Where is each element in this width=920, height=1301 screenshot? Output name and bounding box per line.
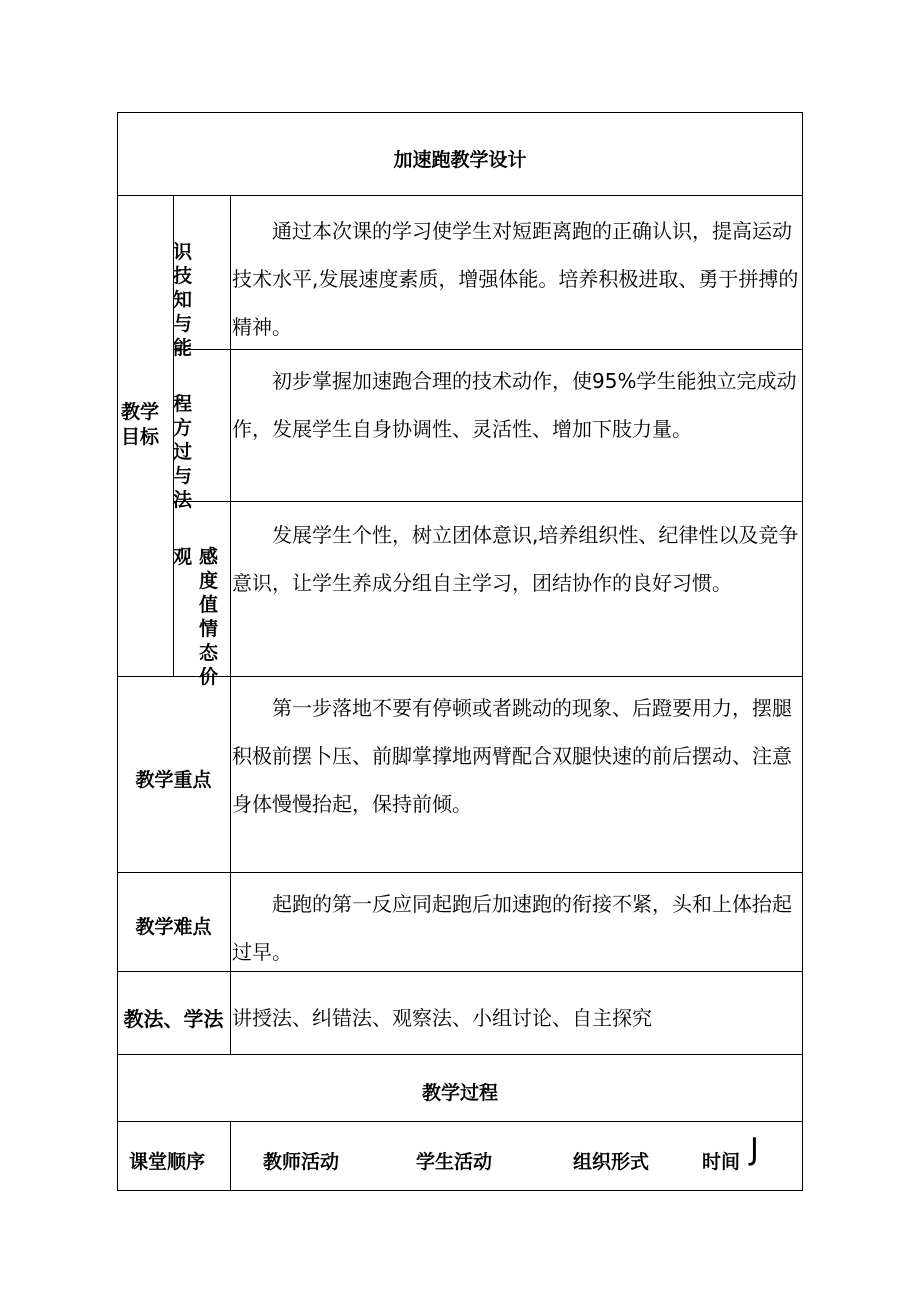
border-bottom	[117, 1190, 803, 1191]
time-mark: J	[750, 1132, 759, 1167]
header-teacher: 教师活动	[263, 1151, 340, 1173]
border-right	[802, 112, 803, 1191]
border-content-left	[230, 195, 231, 1055]
page-title: 加速跑教学设计	[393, 149, 527, 171]
header-time: 时间	[702, 1151, 741, 1173]
border-after-title	[117, 195, 803, 196]
methods-text: 讲授法、纠错法、观察法、小组讨论、自主探究	[232, 1006, 652, 1030]
emotion-sublabel-b: 感度值情态价	[199, 546, 219, 688]
header-order: 课堂顺序	[129, 1151, 206, 1173]
border-after-process	[173, 501, 803, 502]
border-after-keypoints	[117, 872, 803, 873]
border-top	[117, 112, 803, 113]
border-after-methods	[117, 1054, 803, 1055]
border-after-process-title	[117, 1121, 803, 1122]
objectives-label: 教学目标	[121, 401, 160, 448]
emotion-sublabel-a: 观	[173, 546, 193, 568]
methods-label: 教法、学法	[123, 1007, 224, 1031]
keypoints-label: 教学重点	[135, 769, 212, 791]
knowledge-sublabel: 识技知与能	[173, 241, 193, 359]
keypoints-text: 第一步落地不要有停顿或者跳动的现象、后蹬要用力，摆腿积极前摆卜压、前脚掌撑地两臂配合双腿快速的前后摆动、注意身体慢慢抬起，保持前倾。	[232, 696, 792, 816]
process-sublabel: 程方过与法	[173, 393, 193, 511]
emotion-text: 发展学生个性，树立团体意识,培养组织性、纪律性以及竞争意识，让学生养成分组自主学习，团结协作的良好习惯。	[232, 523, 799, 595]
header-organization: 组织形式	[573, 1151, 650, 1173]
knowledge-text: 通过本次课的学习使学生对短距离跑的正确认识，提高运动技术水平,发展速度素质，增强体能。培养积极进取、勇于拼搏的精神。	[232, 219, 799, 339]
header-student: 学生活动	[416, 1151, 493, 1173]
difficulties-text: 起跑的第一反应同起跑后加速跑的衔接不紧，头和上体抬起过早。	[232, 892, 792, 964]
process-text: 初步掌握加速跑合理的技术动作，使95%学生能独立完成动作，发展学生自身协调性、灵活性、增加下肢力量。	[232, 369, 797, 441]
border-order-col	[230, 1121, 231, 1191]
difficulties-label: 教学难点	[135, 916, 212, 938]
process-title: 教学过程	[421, 1082, 498, 1104]
